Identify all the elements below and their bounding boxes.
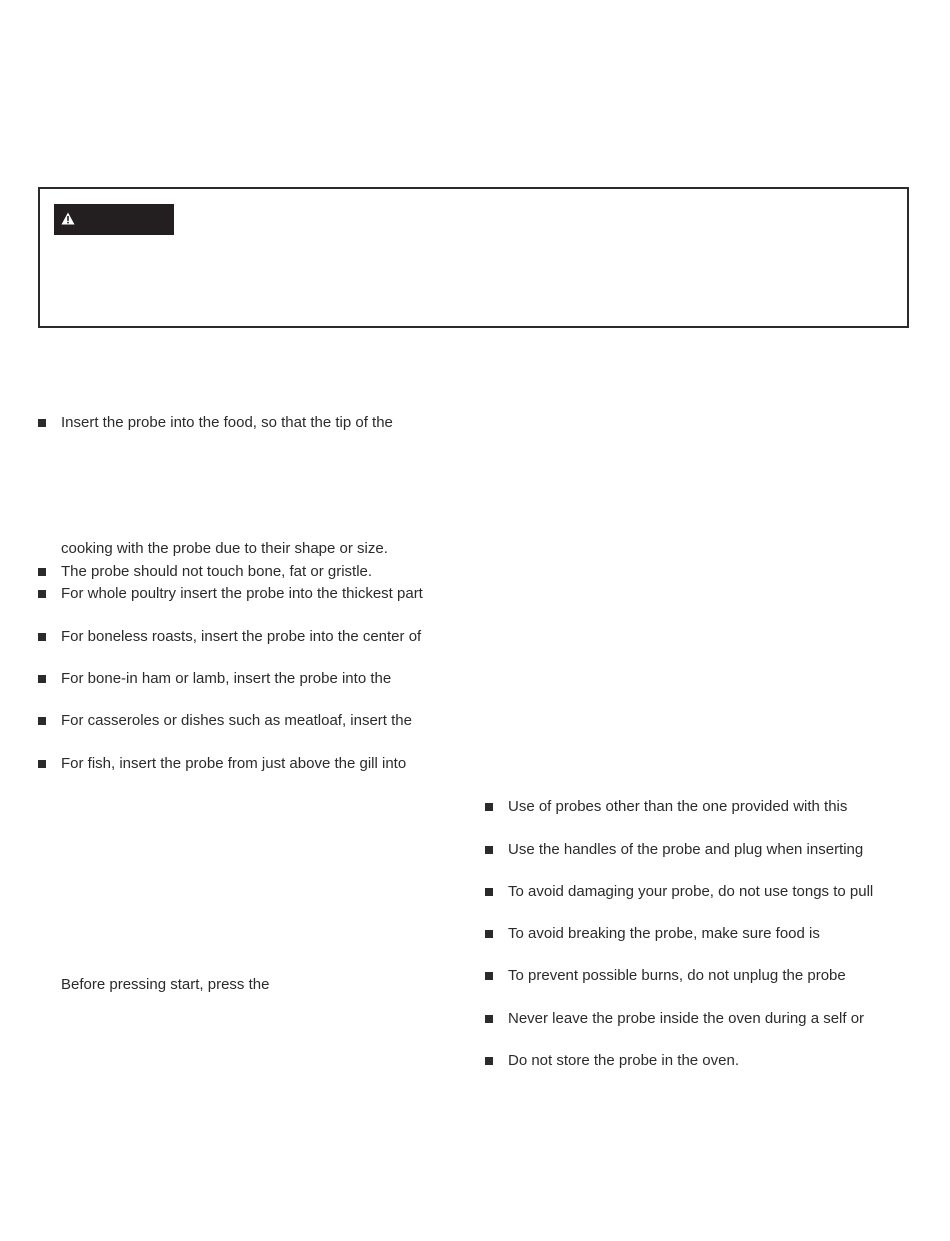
- bullet-marker: [38, 717, 46, 725]
- list-item-text: For boneless roasts, insert the probe into the center of: [61, 628, 422, 645]
- list-item-text: To avoid damaging your probe, do not use tongs to pull: [508, 883, 874, 900]
- bullet-marker: [485, 888, 493, 896]
- warning-triangle-icon: [61, 212, 75, 225]
- list-item-text: Insert the probe into the food, so that the tip of the: [61, 414, 393, 431]
- bullet-marker: [38, 419, 46, 427]
- list-item-text: The probe should not touch bone, fat or gristle.: [61, 563, 373, 580]
- list-item-text: Use the handles of the probe and plug when inserting: [508, 841, 864, 858]
- list-item-text: Use of probes other than the one provided with this: [508, 798, 848, 815]
- bullet-marker: [485, 1057, 493, 1065]
- bullet-marker: [38, 675, 46, 683]
- before-start-text: Before pressing start, press the: [61, 976, 270, 993]
- bullet-marker: [38, 590, 46, 598]
- bullet-marker: [485, 972, 493, 980]
- list-item-text: To prevent possible burns, do not unplug the probe: [508, 967, 846, 984]
- bullet-marker: [485, 1015, 493, 1023]
- list-item-text: For casseroles or dishes such as meatloaf, insert the: [61, 712, 412, 729]
- list-item-text: Never leave the probe inside the oven during a self or: [508, 1010, 865, 1027]
- bullet-marker: [38, 760, 46, 768]
- bullet-marker: [485, 846, 493, 854]
- bullet-marker: [485, 930, 493, 938]
- warning-box: [38, 187, 909, 328]
- bullet-marker: [485, 803, 493, 811]
- warning-label: [54, 204, 174, 235]
- list-item-text: To avoid breaking the probe, make sure food is: [508, 925, 820, 942]
- continuation-text: cooking with the probe due to their shape or size.: [61, 540, 388, 557]
- list-item-text: For whole poultry insert the probe into the thickest part: [61, 585, 423, 602]
- list-item-text: For fish, insert the probe from just above the gill into: [61, 755, 407, 772]
- list-item-text: For bone-in ham or lamb, insert the probe into the: [61, 670, 392, 687]
- bullet-marker: [38, 633, 46, 641]
- bullet-marker: [38, 568, 46, 576]
- list-item-text: Do not store the probe in the oven.: [508, 1052, 739, 1069]
